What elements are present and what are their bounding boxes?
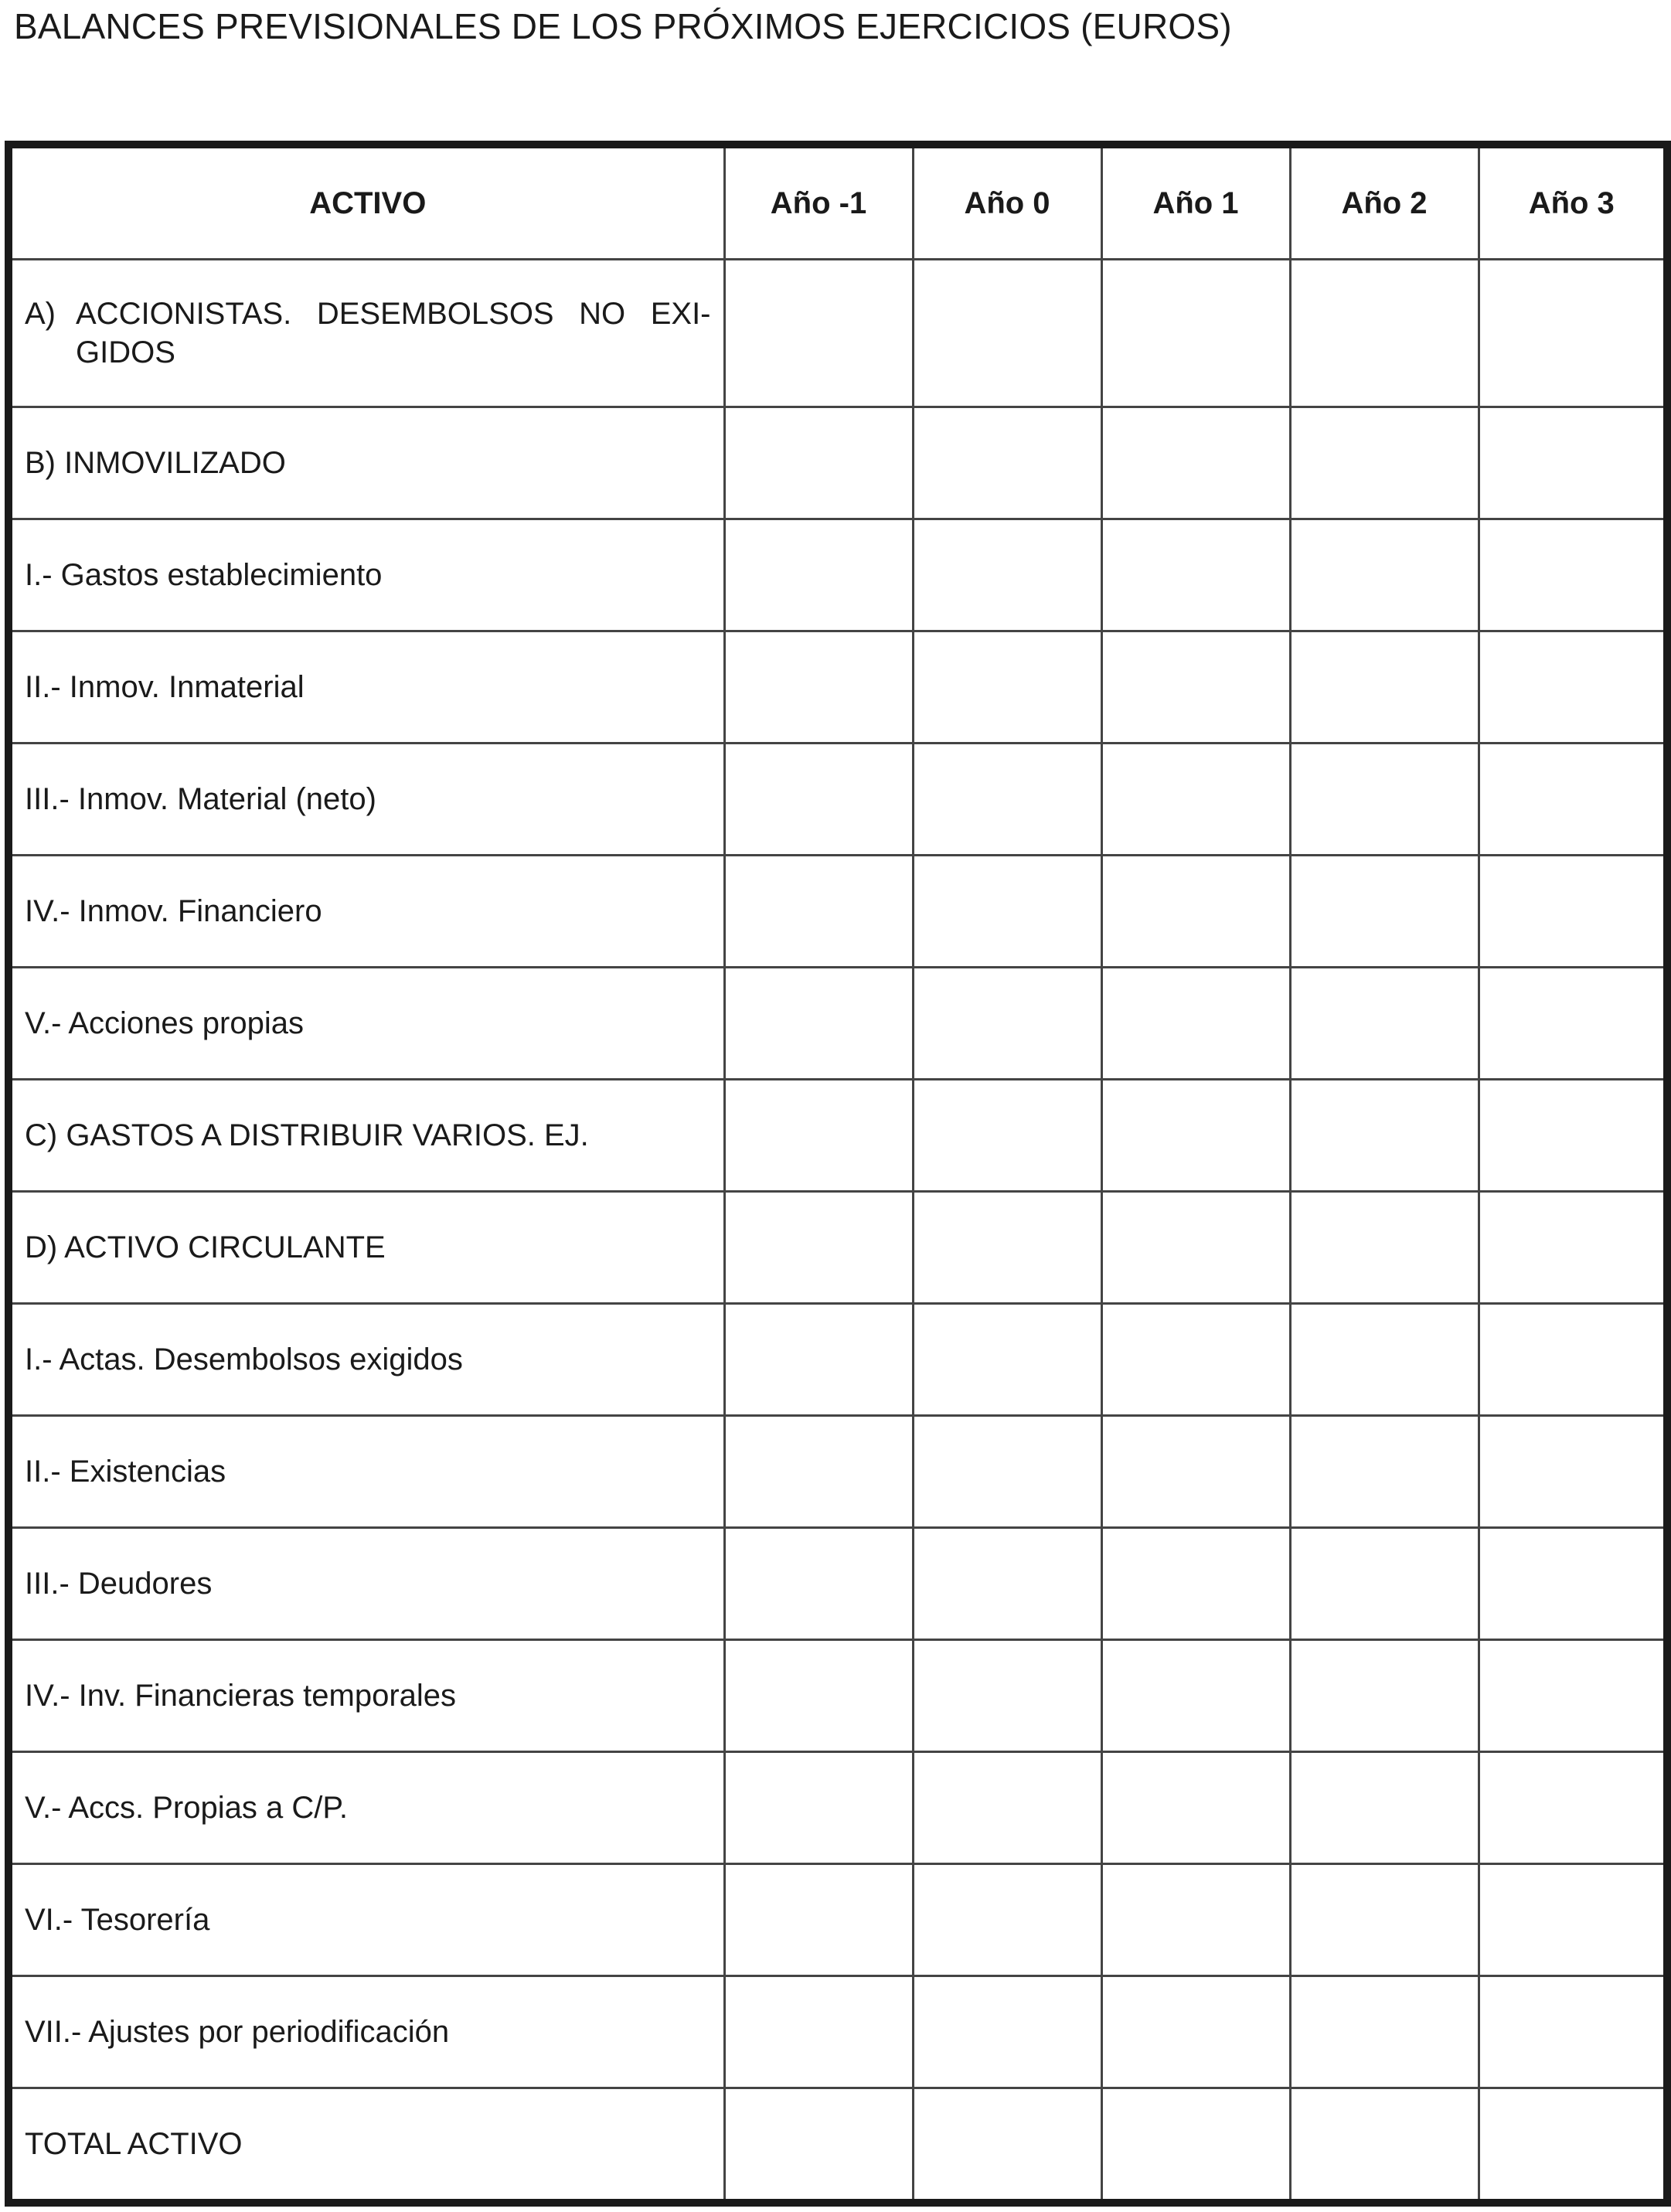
cell-year-3 [1479, 968, 1667, 1080]
cell-year-3 [1479, 260, 1667, 407]
cell-year-minus-1 [724, 1416, 913, 1528]
header-year-0: Año 0 [913, 145, 1101, 260]
cell-year-3 [1479, 519, 1667, 631]
row-marker: A) [25, 297, 56, 331]
cell-year-2 [1290, 1416, 1479, 1528]
cell-year-3 [1479, 407, 1667, 519]
cell-year-0 [913, 968, 1101, 1080]
row-label: B) INMOVILIZADO [9, 407, 724, 519]
table-row [9, 1752, 1667, 1864]
table-row [9, 856, 1667, 968]
row-label: V.- Acciones propias [9, 968, 724, 1080]
cell-year-2 [1290, 260, 1479, 407]
cell-year-2 [1290, 1528, 1479, 1640]
cell-year-0 [913, 1976, 1101, 2088]
cell-year-1 [1101, 2088, 1290, 2203]
cell-year-minus-1 [724, 1304, 913, 1416]
cell-year-1 [1101, 407, 1290, 519]
cell-year-1 [1101, 1864, 1290, 1976]
cell-year-3 [1479, 856, 1667, 968]
cell-year-minus-1 [724, 968, 913, 1080]
page-title: BALANCES PREVISIONALES DE LOS PRÓXIMOS EJERCICIOS (EUROS) [14, 6, 1232, 46]
cell-year-1 [1101, 856, 1290, 968]
row-label: V.- Accs. Propias a C/P. [9, 1752, 724, 1864]
row-label: VI.- Tesorería [9, 1864, 724, 1976]
cell-year-0 [913, 631, 1101, 744]
cell-year-0 [913, 1528, 1101, 1640]
header-activo: ACTIVO [9, 145, 724, 260]
cell-year-minus-1 [724, 1192, 913, 1304]
cell-year-0 [913, 1640, 1101, 1752]
table-row [9, 2088, 1667, 2203]
table-row [9, 407, 1667, 519]
cell-year-3 [1479, 2088, 1667, 2203]
row-label: VII.- Ajustes por periodificación [9, 1976, 724, 2088]
cell-year-2 [1290, 2088, 1479, 2203]
table-row [9, 1192, 1667, 1304]
row-label: C) GASTOS A DISTRIBUIR VARIOS. EJ. [9, 1080, 724, 1192]
cell-year-3 [1479, 1304, 1667, 1416]
row-concept [9, 260, 724, 407]
cell-year-3 [1479, 1864, 1667, 1976]
cell-year-3 [1479, 1080, 1667, 1192]
cell-year-0 [913, 1752, 1101, 1864]
cell-year-minus-1 [724, 1080, 913, 1192]
cell-year-1 [1101, 1416, 1290, 1528]
cell-year-0 [913, 856, 1101, 968]
cell-year-2 [1290, 968, 1479, 1080]
row-label: IV.- Inv. Financieras temporales [9, 1640, 724, 1752]
cell-year-0 [913, 1080, 1101, 1192]
row-label: III.- Inmov. Material (neto) [9, 744, 724, 856]
cell-year-1 [1101, 968, 1290, 1080]
table-row [9, 1304, 1667, 1416]
cell-year-3 [1479, 1192, 1667, 1304]
cell-year-2 [1290, 744, 1479, 856]
cell-year-0 [913, 744, 1101, 856]
cell-year-3 [1479, 1528, 1667, 1640]
cell-year-minus-1 [724, 2088, 913, 2203]
cell-year-2 [1290, 407, 1479, 519]
cell-year-1 [1101, 1192, 1290, 1304]
row-label: I.- Gastos establecimiento [9, 519, 724, 631]
row-label: III.- Deudores [9, 1528, 724, 1640]
cell-year-0 [913, 1304, 1101, 1416]
header-year-1: Año 1 [1101, 145, 1290, 260]
row-label: TOTAL ACTIVO [9, 2088, 724, 2203]
table-row [9, 744, 1667, 856]
table-row [9, 1080, 1667, 1192]
cell-year-minus-1 [724, 1976, 913, 2088]
cell-year-1 [1101, 744, 1290, 856]
cell-year-minus-1 [724, 519, 913, 631]
cell-year-minus-1 [724, 1528, 913, 1640]
cell-year-0 [913, 2088, 1101, 2203]
row-label: IV.- Inmov. Financiero [9, 856, 724, 968]
table-row [9, 1976, 1667, 2088]
table-row [9, 1640, 1667, 1752]
header-year-minus-1: Año -1 [724, 145, 913, 260]
cell-year-0 [913, 1416, 1101, 1528]
cell-year-2 [1290, 1192, 1479, 1304]
cell-year-2 [1290, 631, 1479, 744]
cell-year-minus-1 [724, 407, 913, 519]
cell-year-2 [1290, 1752, 1479, 1864]
cell-year-0 [913, 1192, 1101, 1304]
cell-year-2 [1290, 1640, 1479, 1752]
cell-year-minus-1 [724, 744, 913, 856]
cell-year-2 [1290, 1304, 1479, 1416]
cell-year-1 [1101, 519, 1290, 631]
table-row [9, 260, 1667, 407]
header-row [9, 145, 1667, 260]
balance-table [5, 141, 1671, 2207]
row-label: D) ACTIVO CIRCULANTE [9, 1192, 724, 1304]
cell-year-3 [1479, 744, 1667, 856]
cell-year-0 [913, 519, 1101, 631]
cell-year-1 [1101, 1976, 1290, 2088]
cell-year-1 [1101, 260, 1290, 407]
cell-year-2 [1290, 1976, 1479, 2088]
cell-year-0 [913, 407, 1101, 519]
cell-year-3 [1479, 1416, 1667, 1528]
cell-year-1 [1101, 1080, 1290, 1192]
cell-year-minus-1 [724, 856, 913, 968]
cell-year-1 [1101, 1528, 1290, 1640]
row-label: II.- Inmov. Inmaterial [9, 631, 724, 744]
cell-year-1 [1101, 1640, 1290, 1752]
cell-year-2 [1290, 519, 1479, 631]
cell-year-1 [1101, 1752, 1290, 1864]
table-row [9, 1528, 1667, 1640]
header-year-2: Año 2 [1290, 145, 1479, 260]
row-label: II.- Existencias [9, 1416, 724, 1528]
header-year-3: Año 3 [1479, 145, 1667, 260]
cell-year-2 [1290, 1864, 1479, 1976]
table-row [9, 631, 1667, 744]
table-row [9, 519, 1667, 631]
cell-year-3 [1479, 1976, 1667, 2088]
row-label: ACCIONISTAS. DESEMBOLSOS NO EXI- GIDOS [76, 297, 711, 369]
cell-year-2 [1290, 856, 1479, 968]
row-label: I.- Actas. Desembolsos exigidos [9, 1304, 724, 1416]
cell-year-minus-1 [724, 260, 913, 407]
table-row [9, 1416, 1667, 1528]
table-row [9, 968, 1667, 1080]
cell-year-minus-1 [724, 1640, 913, 1752]
cell-year-3 [1479, 631, 1667, 744]
cell-year-3 [1479, 1752, 1667, 1864]
cell-year-0 [913, 260, 1101, 407]
cell-year-1 [1101, 1304, 1290, 1416]
table-row [9, 1864, 1667, 1976]
cell-year-2 [1290, 1080, 1479, 1192]
cell-year-minus-1 [724, 631, 913, 744]
cell-year-0 [913, 1864, 1101, 1976]
cell-year-minus-1 [724, 1752, 913, 1864]
cell-year-3 [1479, 1640, 1667, 1752]
cell-year-minus-1 [724, 1864, 913, 1976]
cell-year-1 [1101, 631, 1290, 744]
